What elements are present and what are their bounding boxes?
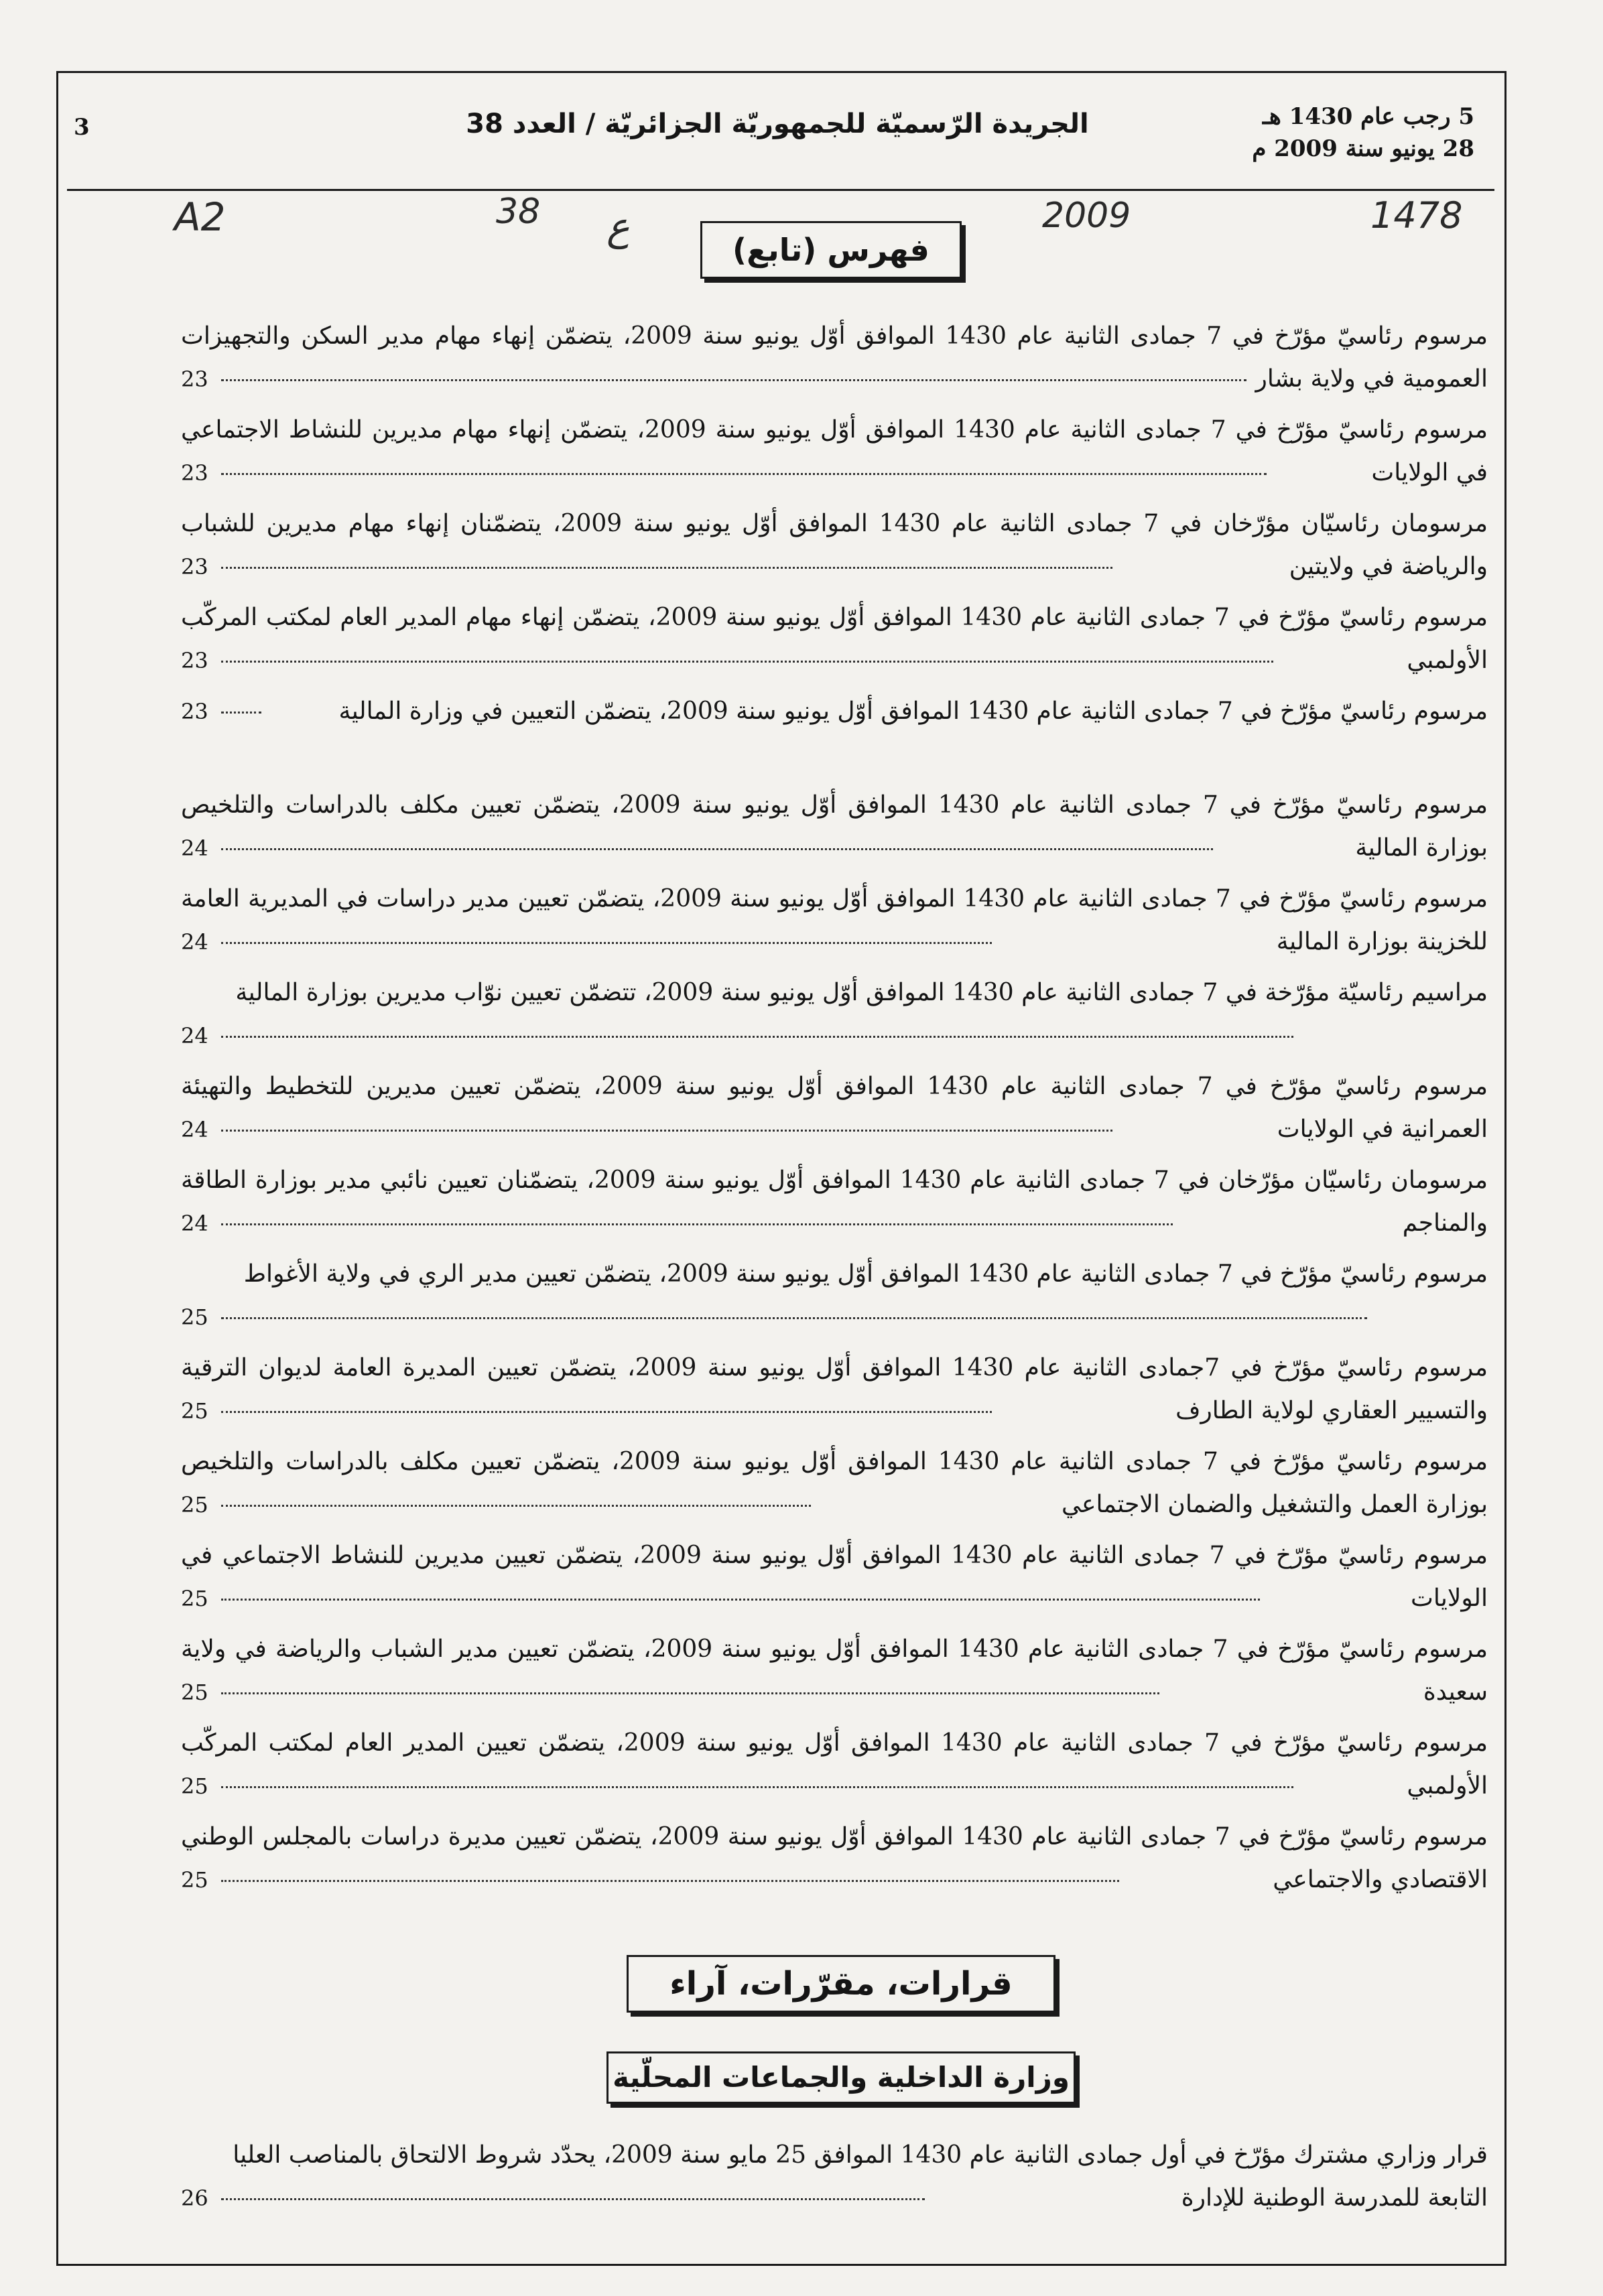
toc-entry[interactable]: مرسوم رئاسيّ مؤرّخ في 7 جمادى الثانية عام 1430 الموافق أوّل يونيو سنة 2009، يتضمّن التعيين في وزارة المالية 23 bbox=[181, 690, 1488, 784]
date-hijri: 5 رجب عام 1430 هـ bbox=[1262, 103, 1474, 130]
section-title: قرارات، مقرّرات، آراء bbox=[627, 1955, 1055, 2013]
handwritten-note: 2009 bbox=[1042, 196, 1131, 236]
toc-entry[interactable]: مراسيم رئاسيّة مؤرّخة في 7 جمادى الثانية عام 1430 الموافق أوّل يونيو سنة 2009، تتضمّن تعيين نوّاب مديرين بوزارة المالية 24 bbox=[181, 971, 1488, 1065]
toc-entry[interactable]: مرسوم رئاسيّ مؤرّخ في 7 جمادى الثانية عام 1430 الموافق أوّل يونيو سنة 2009، يتضمّن تعيين مدير دراسات في المديرية العامة للخزينة بوزارة المالية 24 bbox=[181, 878, 1488, 971]
entry-page: 26 bbox=[181, 2185, 208, 2211]
toc-entry[interactable]: مرسوم رئاسيّ مؤرّخ في 7 جمادى الثانية عام 1430 الموافق أوّل يونيو سنة 2009، يتضمّن تعيين مكلف بالدراسات والتلخيص بوزارة المالية 24 bbox=[181, 784, 1488, 878]
entry-page: 25 bbox=[181, 1867, 208, 1893]
journal-title: الجريدة الرّسميّة للجمهوريّة الجزائريّة / العدد 38 bbox=[466, 109, 1089, 139]
toc-entry[interactable]: مرسوم رئاسيّ مؤرّخ في 7 جمادى الثانية عام 1430 الموافق أوّل يونيو سنة 2009، يتضمّن تعيين المدير العام لمكتب المركّب الأولمبي 25 bbox=[181, 1722, 1488, 1816]
toc-title: فهرس (تابع) bbox=[700, 221, 962, 279]
toc-entry[interactable]: مرسوم رئاسيّ مؤرّخ في 7جمادى الثانية عام 1430 الموافق أوّل يونيو سنة 2009، يتضمّن تعيين المديرة العامة لديوان الترقية والتسيير العقاري لولاية الطارف 25 bbox=[181, 1347, 1488, 1440]
entry-page: 25 bbox=[181, 1492, 208, 1517]
header-rule bbox=[67, 189, 1494, 191]
entry-page: 25 bbox=[181, 1586, 208, 1611]
entry-page: 23 bbox=[181, 554, 208, 580]
entry-page: 25 bbox=[181, 1398, 208, 1424]
page-header bbox=[67, 94, 1494, 188]
toc-entry[interactable]: مرسوم رئاسيّ مؤرّخ في 7 جمادى الثانية عام 1430 الموافق أوّل يونيو سنة 2009، يتضمّن إنهاء مهام مديرين للنشاط الاجتماعي في الولايات 23 bbox=[181, 409, 1488, 502]
issue-date bbox=[1252, 100, 1474, 165]
entry-page: 24 bbox=[181, 1117, 208, 1142]
entry-page: 25 bbox=[181, 1773, 208, 1799]
handwritten-note: ع bbox=[606, 204, 630, 249]
entry-page: 23 bbox=[181, 648, 208, 673]
toc-entry[interactable]: مرسوم رئاسيّ مؤرّخ في 7 جمادى الثانية عام 1430 الموافق أوّل يونيو سنة 2009، يتضمّن تعيين مكلف بالدراسات والتلخيص بوزارة العمل والتشغيل والضمان الاجتماعي 25 bbox=[181, 1440, 1488, 1534]
date-gregorian: 28 يونيو سنة 2009 م bbox=[1252, 135, 1474, 162]
toc-list bbox=[181, 315, 1488, 1909]
handwritten-note: A2 bbox=[174, 194, 226, 240]
toc-entry-last[interactable]: قرار وزاري مشترك مؤرّخ في أول جمادى الثانية عام 1430 الموافق 25 مايو سنة 2009، يحدّد شروط الالتحاق بالمناصب العليا التابعة للمدرسة الوطنية للإدارة 26 bbox=[181, 2134, 1488, 2228]
entry-page: 24 bbox=[181, 1211, 208, 1236]
entry-page: 24 bbox=[181, 929, 208, 955]
entry-page: 25 bbox=[181, 1304, 208, 1330]
subsection-title: وزارة الداخلية والجماعات المحلّية bbox=[606, 2051, 1076, 2104]
entry-page: 23 bbox=[181, 366, 208, 392]
entry-page: 23 bbox=[181, 460, 208, 486]
toc-entry[interactable]: مرسوم رئاسيّ مؤرّخ في 7 جمادى الثانية عام 1430 الموافق أوّل يونيو سنة 2009، يتضمّن تعيين مديرة دراسات بالمجلس الوطني الاقتصادي والاجتماعي 25 bbox=[181, 1816, 1488, 1909]
toc-entry[interactable]: مرسومان رئاسيّان مؤرّخان في 7 جمادى الثانية عام 1430 الموافق أوّل يونيو سنة 2009، يتضمّنان إنهاء مهام مديرين للشباب والرياضة في ولايتين 23 bbox=[181, 502, 1488, 596]
entry-page: 23 bbox=[181, 699, 208, 724]
toc-entry[interactable]: مرسوم رئاسيّ مؤرّخ في 7 جمادى الثانية عام 1430 الموافق أوّل يونيو سنة 2009، يتضمّن تعيين مديرين للتخطيط والتهيئة العمرانية في الولايات 24 bbox=[181, 1065, 1488, 1159]
toc-entry[interactable]: مرسوم رئاسيّ مؤرّخ في 7 جمادى الثانية عام 1430 الموافق أوّل يونيو سنة 2009، يتضمّن إنهاء مهام مدير السكن والتجهيزات العمومية في ولاية بشار 23 bbox=[181, 315, 1488, 409]
handwritten-note: 38 bbox=[496, 192, 541, 232]
entry-page: 24 bbox=[181, 835, 208, 861]
toc-entry[interactable]: مرسوم رئاسيّ مؤرّخ في 7 جمادى الثانية عام 1430 الموافق أوّل يونيو سنة 2009، يتضمّن تعيين مديرين للنشاط الاجتماعي في الولايات 25 bbox=[181, 1534, 1488, 1628]
toc-entry[interactable]: مرسوم رئاسيّ مؤرّخ في 7 جمادى الثانية عام 1430 الموافق أوّل يونيو سنة 2009، يتضمّن تعيين مدير الشباب والرياضة في ولاية سعيدة 25 bbox=[181, 1628, 1488, 1722]
toc-entry[interactable]: مرسوم رئاسيّ مؤرّخ في 7 جمادى الثانية عام 1430 الموافق أوّل يونيو سنة 2009، يتضمّن إنهاء مهام المدير العام لمكتب المركّب الأولمبي 23 bbox=[181, 596, 1488, 690]
page-number: 3 bbox=[74, 114, 90, 141]
toc-entry[interactable]: مرسوم رئاسيّ مؤرّخ في 7 جمادى الثانية عام 1430 الموافق أوّل يونيو سنة 2009، يتضمّن تعيين مدير الري في ولاية الأغواط 25 bbox=[181, 1253, 1488, 1347]
entry-page: 25 bbox=[181, 1680, 208, 1705]
entry-page: 24 bbox=[181, 1023, 208, 1049]
handwritten-note: 1478 bbox=[1370, 194, 1463, 237]
toc-entry[interactable]: مرسومان رئاسيّان مؤرّخان في 7 جمادى الثانية عام 1430 الموافق أوّل يونيو سنة 2009، يتضمّنان تعيين نائبي مدير بوزارة الطاقة والمناجم 24 bbox=[181, 1159, 1488, 1253]
